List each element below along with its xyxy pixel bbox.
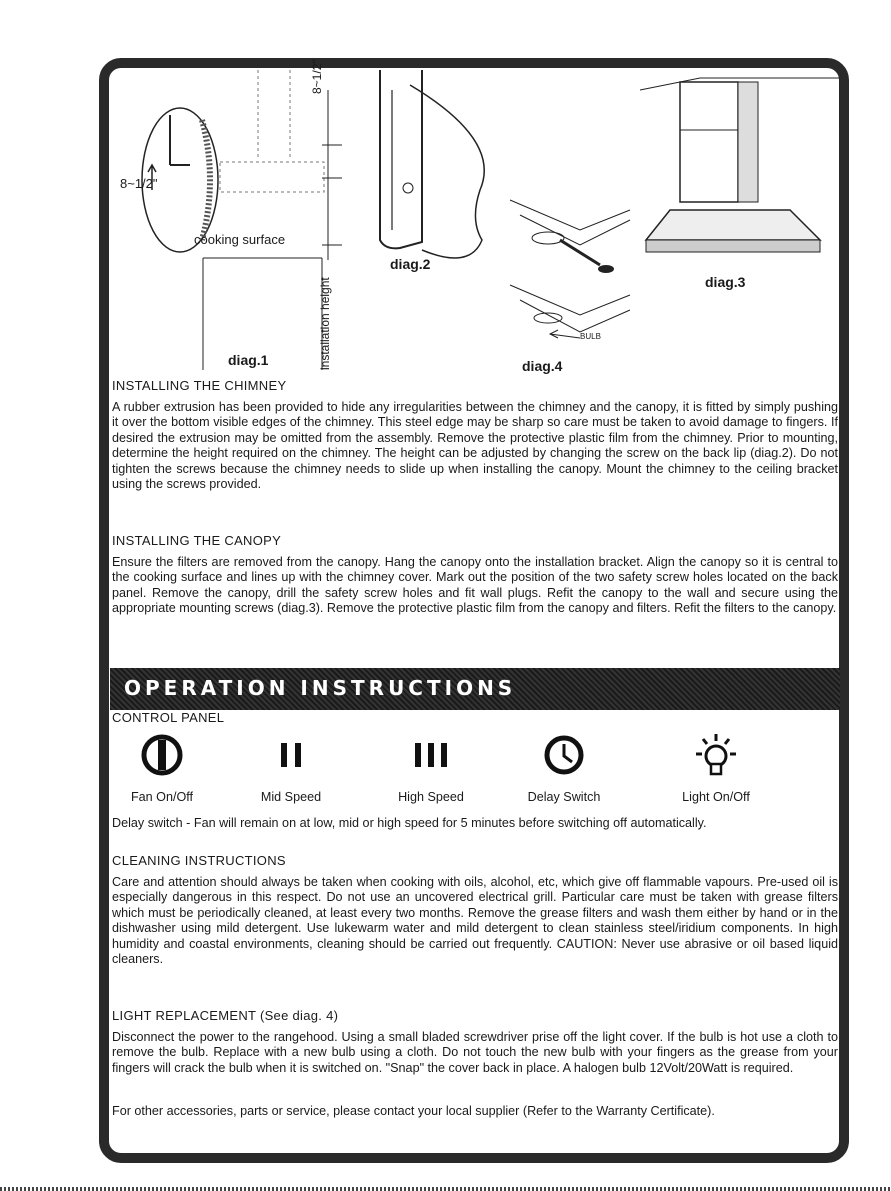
light-replacement-heading: LIGHT REPLACEMENT (See diag. 4) <box>112 1008 339 1023</box>
footer-note: For other accessories, parts or service, please contact your local supplier (Refer to the Warranty Certificate). <box>112 1104 715 1118</box>
installing-canopy-text: Ensure the filters are removed from the canopy. Hang the canopy onto the installation bracket. Align the canopy so it is central to the cooking surface and lines up with the chimney cover. Mark out the position of the two safety screw holes located on the back panel. Remove the canopy, drill the safety screw holes and fit wall plugs. Refit the canopy to the wall and secure using the appropriate mounting screws (diag.3). Remove the protective plastic film from the canopy and filters. Refit the filters to the canopy. <box>112 555 838 616</box>
control-label: High Speed <box>398 790 464 804</box>
control-mid-speed <box>236 730 346 804</box>
installing-chimney-heading: INSTALLING THE CHIMNEY <box>112 378 287 393</box>
page-bottom-rule <box>0 1187 891 1191</box>
two-bars-icon <box>266 730 316 780</box>
control-light-on-off <box>661 730 771 804</box>
control-label: Light On/Off <box>682 790 750 804</box>
three-bars-icon <box>406 730 456 780</box>
diag4-label: diag.4 <box>522 358 563 374</box>
installing-chimney-text: A rubber extrusion has been provided to hide any irregularities between the chimney and the canopy, it is fitted by simply pushing it over the bottom visible edges of the chimney. This steel edge may be sharp so care must be taken to avoid damage to fingers. If desired the extrusion may be omitted from the assembly. Remove the protective plastic film from the chimney. Prior to mounting, determine the height required on the chimney. The height can be adjusted by changing the screw on the back lip (diag.2). Do not tighten the screws because the chimney needs to slide up when installing the canopy. Mount the chimney to the ceiling bracket using the screws provided. <box>112 400 838 492</box>
light-bulb-icon <box>691 730 741 780</box>
operation-instructions-banner <box>110 668 840 710</box>
diag2-label: diag.2 <box>390 256 431 272</box>
diag1-label: diag.1 <box>228 352 269 368</box>
control-label: Mid Speed <box>260 790 322 804</box>
control-label: Fan On/Off <box>130 790 194 804</box>
control-high-speed <box>376 730 486 804</box>
diag1-dim-left: 8~1/2" <box>120 176 158 191</box>
cooking-surface-label: cooking surface <box>194 232 286 247</box>
diag1-dim-vertical: 8~1/2" <box>310 59 324 94</box>
installing-canopy-heading: INSTALLING THE CANOPY <box>112 533 282 548</box>
light-replacement-text: Disconnect the power to the rangehood. Using a small bladed screwdriver prise off the light cover. If the bulb is hot use a cloth to remove the bulb. Replace with a new bulb using a cloth. Do not touch the new bulb with your fingers as the grease from your fingers will crack the bulb when it is switched on. "Snap" the cover back in place. A halogen bulb 12Volt/20Watt is required. <box>112 1030 838 1075</box>
clock-icon <box>539 730 589 780</box>
installation-height-label: installation height <box>318 277 332 370</box>
control-panel-heading: CONTROL PANEL <box>112 710 225 725</box>
diag3-label: diag.3 <box>705 274 746 290</box>
bulb-label: BULB <box>580 332 601 341</box>
control-label: Delay Switch <box>527 790 601 804</box>
power-icon <box>137 730 187 780</box>
cleaning-text: Care and attention should always be taken when cooking with oils, alcohol, etc, which give off flammable vapours. Pre-used oil is especially dangerous in this respect. Do not use an uncovered electrical grill. Particular care must be taken with grease filters which must be periodically cleaned, at least every two months. Remove the grease filters and wash them either by hand or in the dishwasher using mild detergent. Use lukewarm water and mild detergent to clean stainless steel/iridium components. In high humidity and coastal environments, cleaning should be carried out frequently. CAUTION: Never use abrasive or oil based liquid cleaners. <box>112 875 838 967</box>
diagrams-illustration <box>110 70 840 380</box>
delay-switch-note: Delay switch - Fan will remain on at low, mid or high speed for 5 minutes before switching off automatically. <box>112 816 707 830</box>
cleaning-heading: CLEANING INSTRUCTIONS <box>112 853 286 868</box>
banner-title: OPERATION INSTRUCTIONS <box>124 676 517 700</box>
control-delay-switch <box>509 730 619 804</box>
diagrams-area <box>110 59 840 380</box>
control-fan-on-off <box>107 730 217 804</box>
